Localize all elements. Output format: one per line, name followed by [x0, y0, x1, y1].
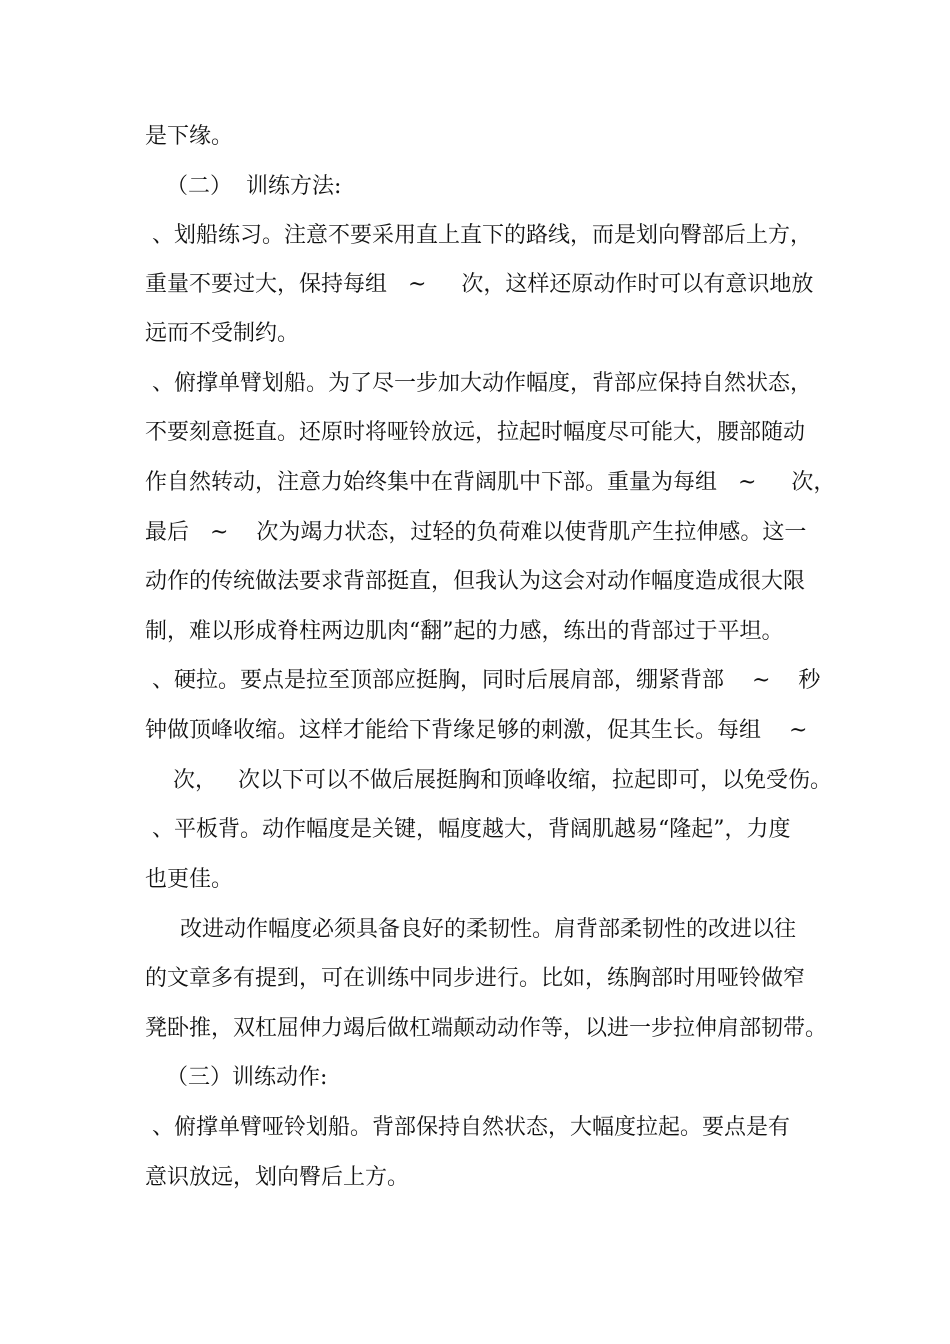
- text-line: 次， 次以下可以不做后展挺胸和顶峰收缩，拉起即可，以免受伤。: [145, 768, 832, 793]
- text-line: 、划船练习。注意不要采用直上直下的路线，而是划向臀部后上方，: [145, 223, 812, 248]
- text-line: 、俯撑单臂划船。为了尽一步加大动作幅度，背部应保持自然状态，: [145, 371, 812, 396]
- text-line: 、平板背。动作幅度是关键，幅度越大，背阔肌越易“隆起”，力度: [145, 817, 791, 842]
- text-line: 是下缘。: [145, 124, 234, 149]
- section-heading: （三）训练动作:: [145, 1065, 328, 1090]
- text-line: 制，难以形成脊柱两边肌肉“翻”起的力感，练出的背部过于平坦。: [145, 619, 784, 644]
- text-line: 也更佳。: [145, 867, 234, 892]
- section-heading: （二） 训练方法:: [145, 174, 342, 199]
- text-line: 动作的传统做法要求背部挺直，但我认为这会对动作幅度造成很大限: [145, 569, 806, 594]
- text-line: 作自然转动，注意力始终集中在背阔肌中下部。重量为每组 ~ 次，: [145, 470, 836, 495]
- text-line: 重量不要过大，保持每组 ~ 次，这样还原动作时可以有意识地放: [145, 272, 814, 297]
- text-line: 凳卧推，双杠屈伸力竭后做杠端颠动动作等，以进一步拉伸肩部韧带。: [145, 1016, 828, 1041]
- text-line: 最后 ~ 次为竭力状态，过轻的负荷难以使背肌产生拉伸感。这一: [145, 520, 807, 545]
- text-line: 、硬拉。要点是拉至顶部应挺胸，同时后展肩部，绷紧背部 ~ 秒: [145, 668, 821, 693]
- text-line: 改进动作幅度必须具备良好的柔韧性。肩背部柔韧性的改进以往: [145, 917, 796, 942]
- text-line: 的文章多有提到，可在训练中同步进行。比如，练胸部时用哑铃做窄: [145, 966, 806, 991]
- text-line: 、俯撑单臂哑铃划船。背部保持自然状态，大幅度拉起。要点是有: [145, 1115, 790, 1140]
- text-line: 不要刻意挺直。还原时将哑铃放远，拉起时幅度尽可能大，腰部随动: [145, 420, 806, 445]
- text-line: 远而不受制约。: [145, 321, 300, 346]
- text-line: 意识放远，划向臀后上方。: [145, 1165, 410, 1190]
- text-line: 钟做顶峰收缩。这样才能给下背缘足够的刺激，促其生长。每组 ~: [145, 718, 808, 743]
